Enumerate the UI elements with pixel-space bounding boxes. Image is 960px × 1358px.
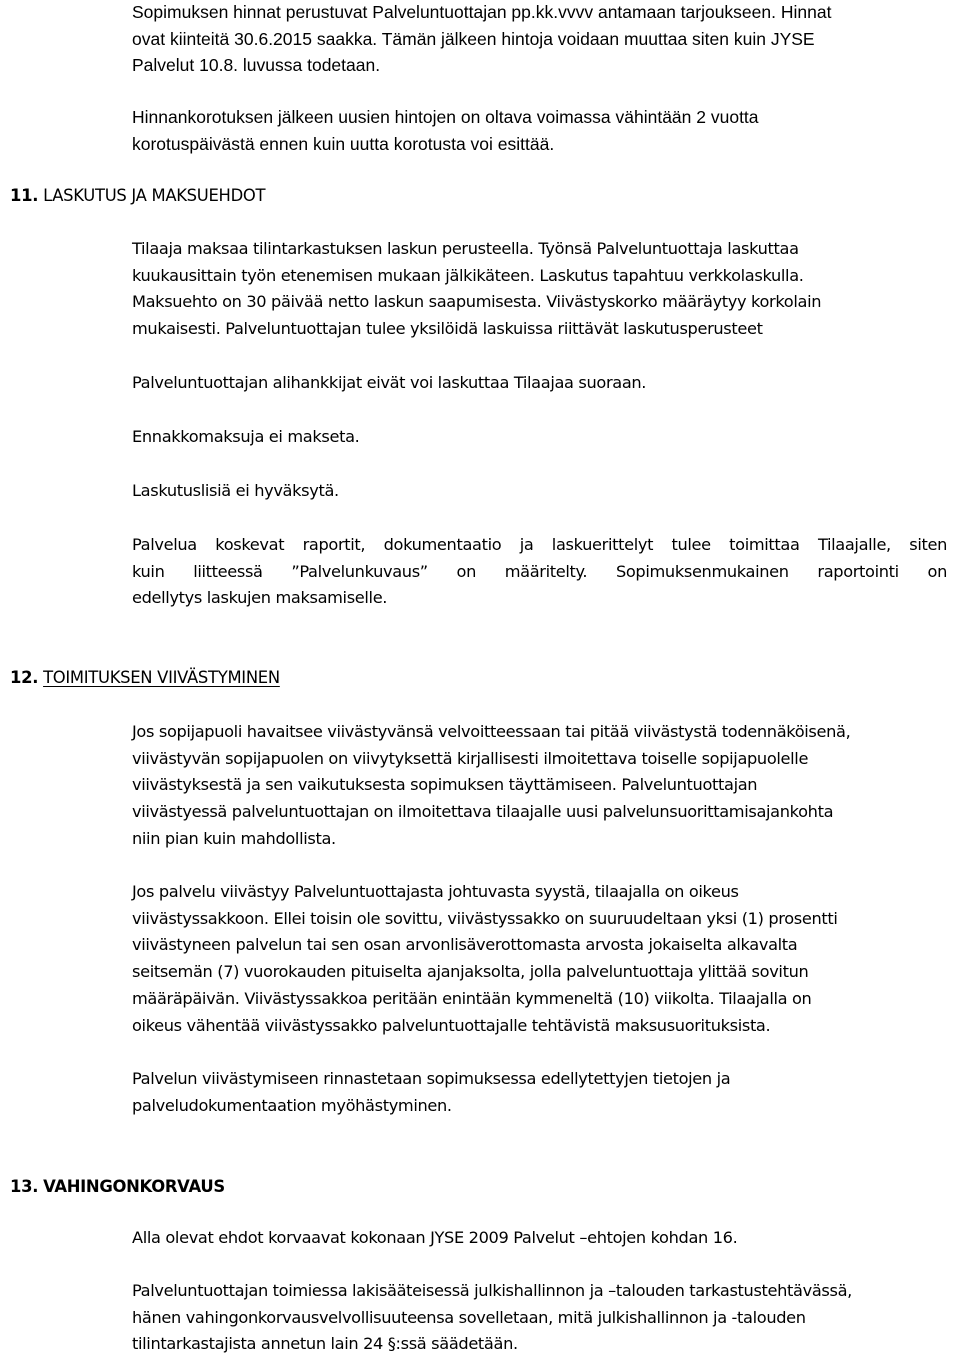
text-line: viivästyssakkoon. Ellei toisin ole sovittu, viivästyssakko on suuruudeltaan yksi (1) prosentti <box>132 908 838 928</box>
text-line: viivästyksestä ja sen vaikutuksesta sopimuksen täyttämiseen. Palveluntuottajan <box>132 775 758 795</box>
text-line: kuukausittain työn etenemisen mukaan jälkikäteen. Laskutus tapahtuu verkkolaskulla. <box>132 265 804 285</box>
text-line: Palvelut 10.8. luvussa todetaan. <box>132 55 381 76</box>
intro-paragraph-1 <box>132 0 947 79</box>
section-title: TOIMITUKSEN VIIVÄSTYMINEN <box>43 668 280 687</box>
section-12-paragraph-2 <box>132 879 947 1039</box>
text-line: viivästyneen palvelun tai sen osan arvonlisäverottomasta arvosta jokaiselta alkavalta <box>132 935 798 955</box>
section-13-paragraph-1: Alla olevat ehdot korvaavat kokonaan JYSE 2009 Palvelut –ehtojen kohdan 16. <box>132 1228 738 1247</box>
text-line: Maksuehto on 30 päivää netto laskun saapumisesta. Viivästyskorko määräytyy korkolain <box>132 292 822 312</box>
text-line: ovat kiinteitä 30.6.2015 saakka. Tämän jälkeen hintoja voidaan muuttaa siten kuin JYSE <box>132 28 815 49</box>
section-13-heading <box>10 1175 225 1199</box>
text-line: Jos palvelu viivästyy Palveluntuottajasta johtuvasta syystä, tilaajalla on oikeus <box>132 882 739 901</box>
text-line: Palvelua koskevat raportit, dokumentaatio ja laskuerittelyt tulee toimittaa Tilaajalle, siten <box>132 535 947 554</box>
section-11-paragraph-3: Ennakkomaksuja ei makseta. <box>132 427 360 446</box>
intro-paragraph-2 <box>132 104 947 157</box>
section-13-paragraph-2 <box>132 1278 947 1358</box>
text-line: viivästyessä palveluntuottajan on ilmoitettava tilaajalle uusi palvelunsuorittamisajankohta <box>132 802 834 822</box>
text-line: niin pian kuin mahdollista. <box>132 828 336 848</box>
text-line: Tilaaja maksaa tilintarkastuksen laskun perusteella. Työnsä Palveluntuottaja laskuttaa <box>132 239 799 258</box>
text-line: tilintarkastajista annetun lain 24 §:ssä säädetään. <box>132 1334 518 1354</box>
section-11-paragraph-5 <box>132 532 947 612</box>
text-line: hänen vahingonkorvausvelvollisuuteensa sovelletaan, mitä julkishallinnon ja -talouden <box>132 1307 806 1327</box>
text-line: Sopimuksen hinnat perustuvat Palveluntuottajan pp.kk.vvvv antamaan tarjoukseen. Hinnat <box>132 2 832 22</box>
section-11-paragraph-1 <box>132 236 947 343</box>
section-12-paragraph-3 <box>132 1066 947 1119</box>
text-line: kuin liitteessä ”Palvelunkuvaus” on määritelty. Sopimuksenmukainen raportointi on <box>132 561 947 581</box>
section-number: 13. <box>10 1177 39 1196</box>
section-number: 11. <box>10 186 39 205</box>
text-line: korotuspäivästä ennen kuin uutta korotusta voi esittää. <box>132 133 555 154</box>
text-line: viivästyvän sopijapuolen on viivytyksettä kirjallisesti ilmoitettava toiselle sopijapuolelle <box>132 748 809 768</box>
section-11-paragraph-4: Laskutuslisiä ei hyväksytä. <box>132 481 339 500</box>
text-line: seitsemän (7) vuorokauden pituiselta ajanjaksolta, jolla palveluntuottaja ylittää sovitun <box>132 962 809 982</box>
section-12-heading <box>10 666 280 690</box>
text-line: määräpäivän. Viivästyssakkoa peritään enintään kymmeneltä (10) viikolta. Tilaajalla on <box>132 988 812 1008</box>
text-line: Hinnankorotuksen jälkeen uusien hintojen on oltava voimassa vähintään 2 vuotta <box>132 107 759 127</box>
section-title: VAHINGONKORVAUS <box>43 1177 225 1196</box>
text-line: palveludokumentaation myöhästyminen. <box>132 1095 452 1115</box>
text-line: mukaisesti. Palveluntuottajan tulee yksilöidä laskuissa riittävät laskutusperusteet <box>132 319 763 339</box>
text-line: Jos sopijapuoli havaitsee viivästyvänsä velvoitteessaan tai pitää viivästystä todennäköisenä, <box>132 722 851 741</box>
section-11-paragraph-2: Palveluntuottajan alihankkijat eivät voi laskuttaa Tilaajaa suoraan. <box>132 373 647 392</box>
text-line: Palveluntuottajan toimiessa lakisääteisessä julkishallinnon ja –talouden tarkastustehtävässä, <box>132 1281 852 1300</box>
section-12-paragraph-1 <box>132 719 947 853</box>
section-11-heading <box>10 184 265 208</box>
text-line: edellytys laskujen maksamiselle. <box>132 588 388 608</box>
text-line: Palvelun viivästymiseen rinnastetaan sopimuksessa edellytettyjen tietojen ja <box>132 1069 731 1088</box>
section-number: 12. <box>10 668 39 687</box>
section-title: LASKUTUS JA MAKSUEHDOT <box>43 186 266 205</box>
text-line: oikeus vähentää viivästyssakko palveluntuottajalle tehtävistä maksusuorituksista. <box>132 1015 771 1035</box>
